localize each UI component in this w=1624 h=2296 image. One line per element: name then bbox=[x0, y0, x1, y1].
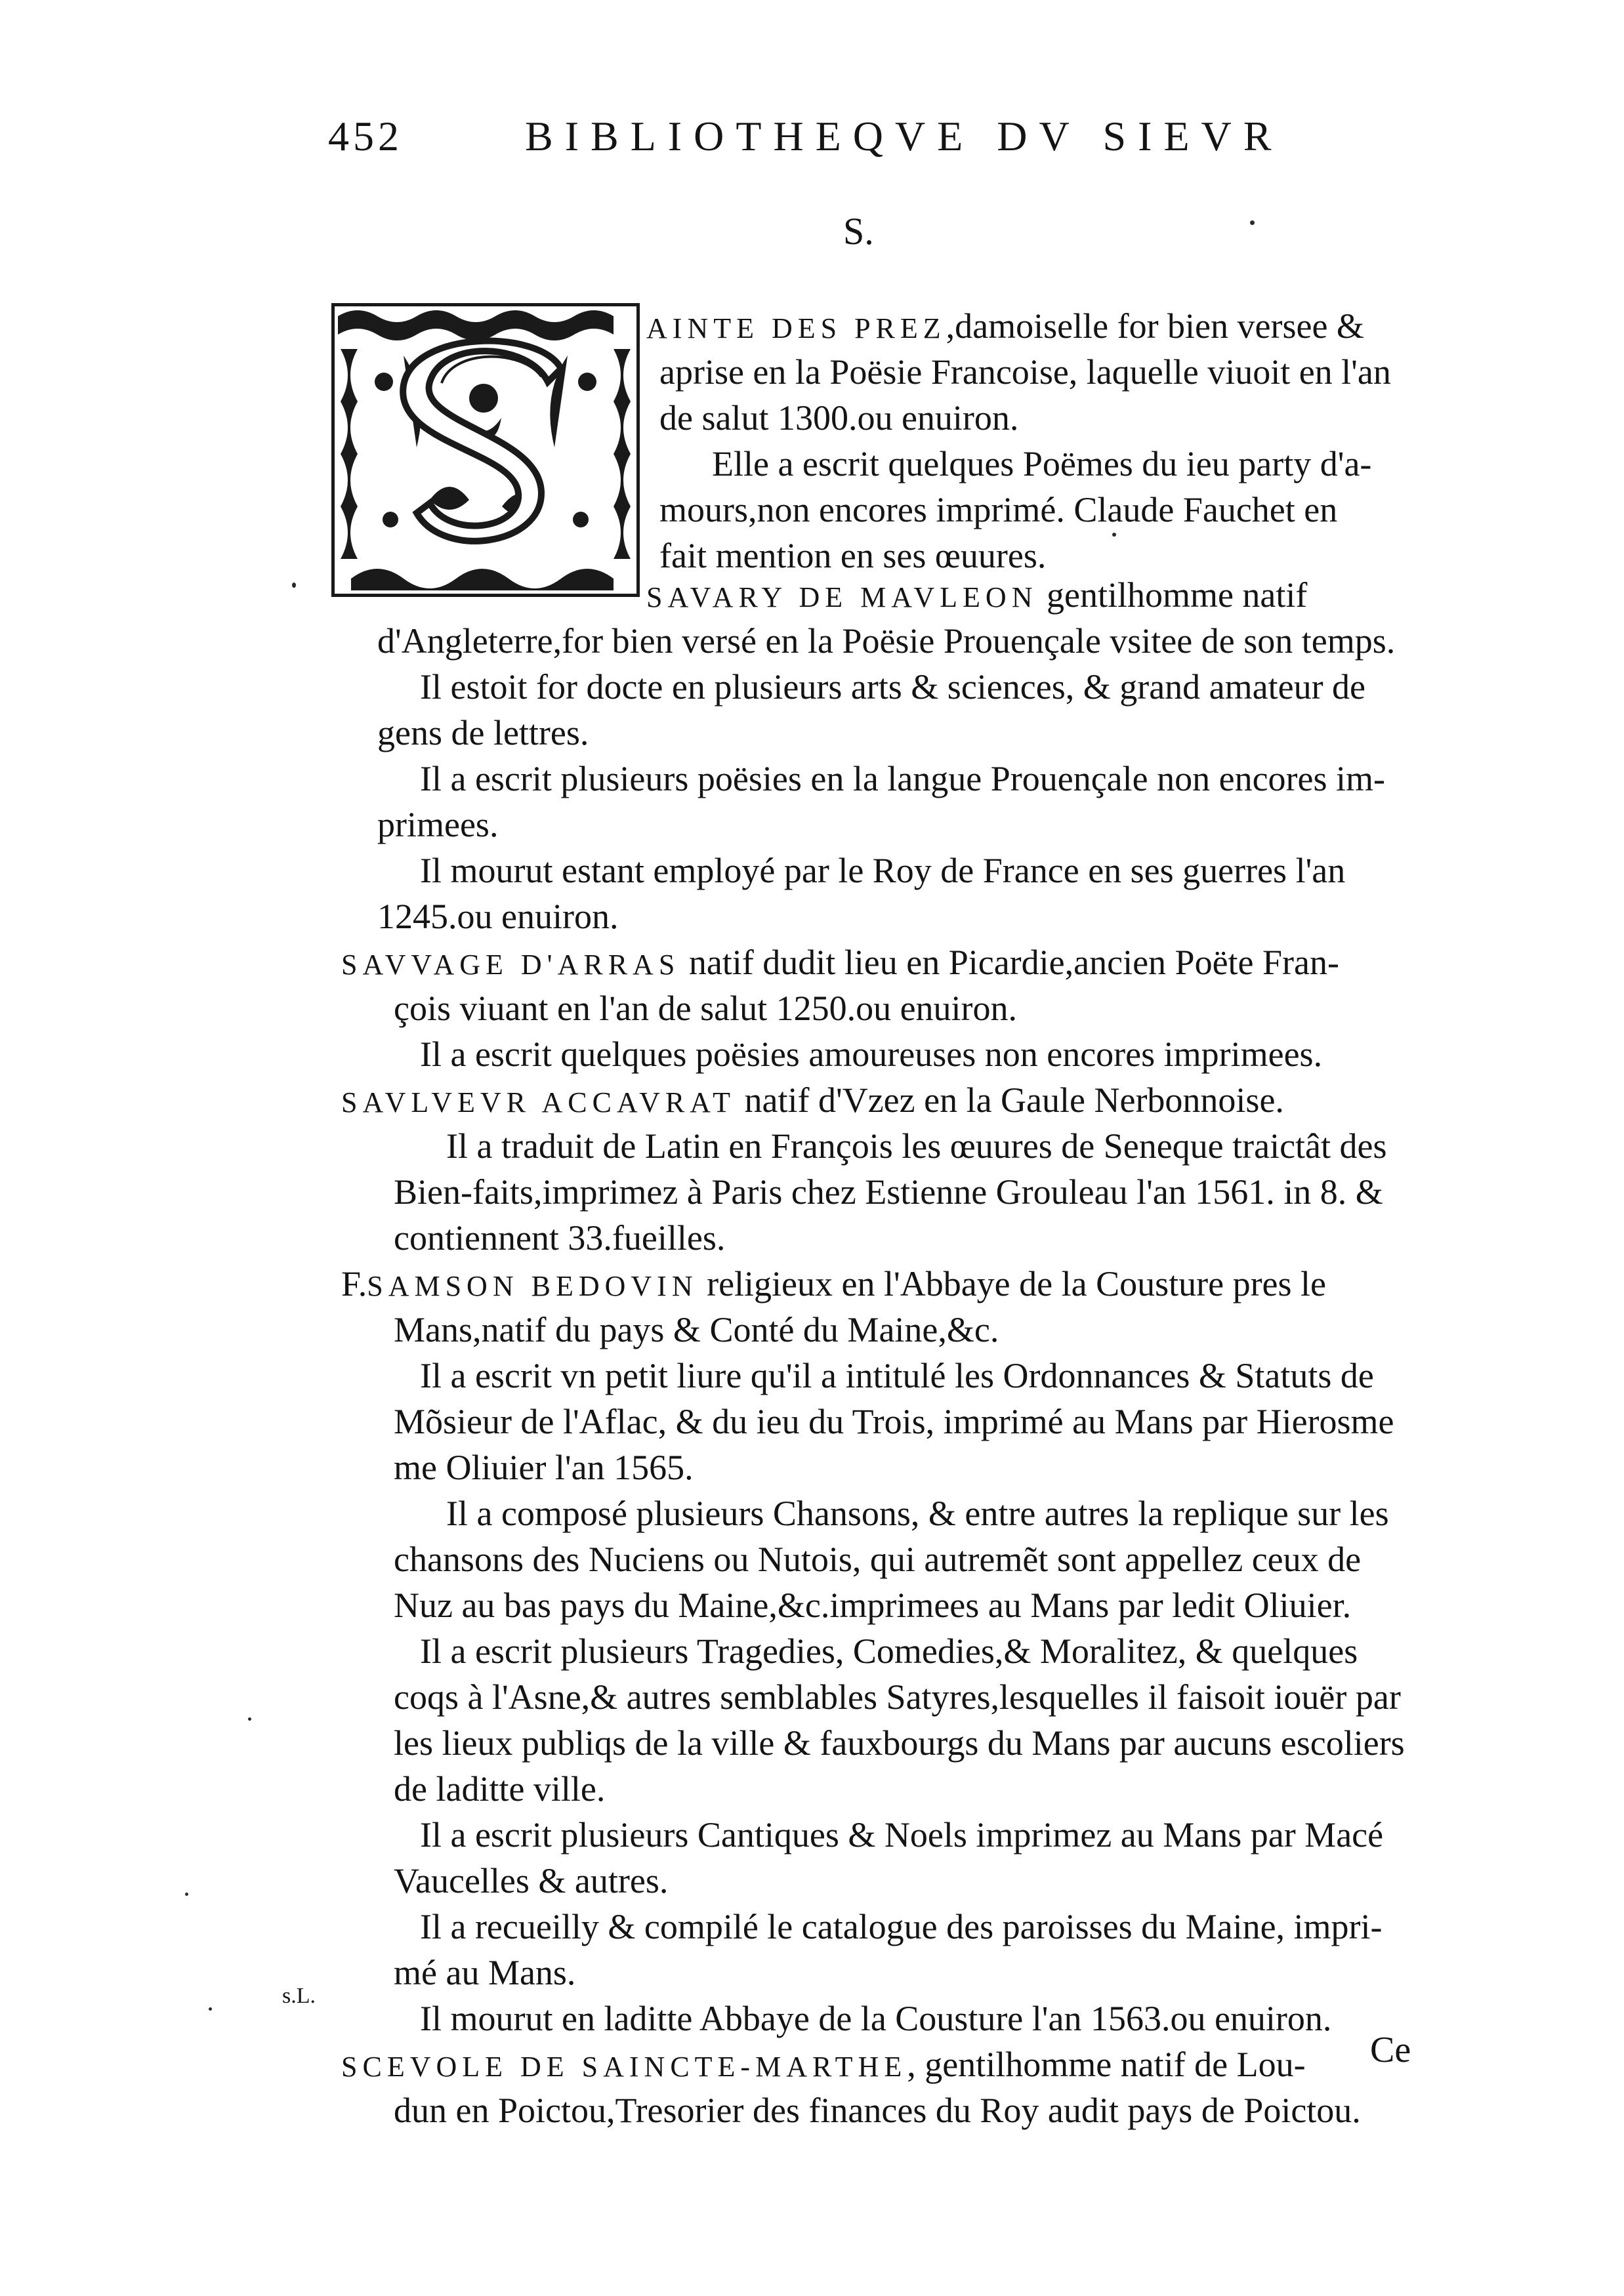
text-run: de laditte ville. bbox=[394, 1769, 606, 1809]
text-run: Vaucelles & autres. bbox=[394, 1861, 669, 1900]
text-line bbox=[394, 1720, 1405, 1766]
text-run: Il a escrit plusieurs Tragedies, Comedies,& Moralitez, & quelques bbox=[420, 1631, 1358, 1671]
text-line bbox=[646, 303, 1364, 349]
text-run: Bien-faits,imprimez à Paris chez Estienne Grouleau l'an 1561. in 8. & bbox=[394, 1172, 1383, 1212]
text-run: Il estoit for docte en plusieurs arts & sciences, & grand amateur de bbox=[420, 667, 1366, 707]
text-line bbox=[394, 1950, 575, 1996]
text-run: Nuz au bas pays du Maine,&c.imprimees au Mans par ledit Oliuier. bbox=[394, 1586, 1352, 1625]
text-run: aprise en la Poësie Francoise, laquelle viuoit en l'an bbox=[659, 352, 1391, 392]
scan-speck bbox=[292, 583, 296, 588]
text-run: Mõsieur de l'Aflac, & du ieu du Trois, imprimé au Mans par Hierosme bbox=[394, 1402, 1394, 1441]
text-line bbox=[420, 848, 1345, 893]
text-line bbox=[420, 1904, 1383, 1950]
entry-name: AINTE DES PREZ bbox=[646, 312, 946, 344]
text-run: gentilhomme natif bbox=[1037, 575, 1308, 615]
text-run: Il a escrit plusieurs poësies en la langue Prouençale non encores im- bbox=[420, 759, 1385, 798]
text-line bbox=[420, 1628, 1358, 1674]
text-run: Il a traduit de Latin en François les œuures de Seneque traictât des bbox=[446, 1126, 1387, 1166]
text-run: natif d'Vzez en la Gaule Nerbonnoise. bbox=[736, 1080, 1284, 1120]
text-run: Il a escrit vn petit liure qu'il a intitulé les Ordonnances & Statuts de bbox=[420, 1356, 1374, 1395]
scan-speck bbox=[185, 1893, 188, 1896]
text-run: natif dudit lieu en Picardie,ancien Poëte Fran- bbox=[680, 943, 1339, 982]
text-line bbox=[420, 1353, 1374, 1399]
text-line bbox=[377, 802, 498, 848]
text-run: gens de lettres. bbox=[377, 713, 589, 752]
text-line bbox=[394, 1766, 605, 1812]
text-run: mé au Mans. bbox=[394, 1953, 576, 1992]
text-run: coqs à l'Asne,& autres semblables Satyres,lesquelles il faisoit iouër par bbox=[394, 1677, 1401, 1717]
text-line bbox=[394, 1674, 1401, 1720]
text-run: Il a composé plusieurs Chansons, & entre autres la replique sur les bbox=[446, 1494, 1389, 1533]
text-line bbox=[659, 349, 1391, 395]
entry-name: SAVVAGE D'ARRAS bbox=[341, 949, 680, 981]
text-line bbox=[659, 395, 1018, 441]
text-line bbox=[446, 1123, 1387, 1169]
text-run: chansons des Nuciens ou Nutois, qui autremẽt sont appellez ceux de bbox=[394, 1540, 1362, 1579]
text-run: Mans,natif du pays & Conté du Maine,&c. bbox=[394, 1310, 999, 1349]
section-letter: S. bbox=[843, 210, 874, 253]
running-title: BIBLIOTHEQVE DV SIEVR bbox=[525, 113, 1283, 159]
text-run: mours,non encores imprimé. Claude Fauchet en bbox=[659, 490, 1338, 529]
text-run: Il a escrit quelques poësies amoureuses non encores imprimees. bbox=[420, 1035, 1323, 1074]
scan-speck bbox=[1112, 533, 1116, 537]
text-line bbox=[420, 664, 1365, 710]
text-run: ,damoiselle for bien versee & bbox=[946, 306, 1364, 346]
text-line bbox=[646, 572, 1307, 618]
entry-name: SCEVOLE DE SAINCTE-MARTHE bbox=[341, 2051, 907, 2083]
text-line bbox=[420, 1812, 1383, 1858]
text-line bbox=[659, 487, 1337, 533]
text-line bbox=[394, 1445, 694, 1490]
text-run: me Oliuier l'an 1565. bbox=[394, 1448, 694, 1487]
text-run: Il a escrit plusieurs Cantiques & Noels imprimez au Mans par Macé bbox=[420, 1815, 1384, 1855]
page-number: 452 bbox=[328, 113, 403, 159]
text-run: F. bbox=[341, 1264, 367, 1303]
scan-speck bbox=[248, 1717, 251, 1721]
text-line bbox=[341, 1077, 1284, 1123]
text-line bbox=[394, 2087, 1361, 2133]
text-run: contiennent 33.fueilles. bbox=[394, 1218, 726, 1258]
text-line bbox=[377, 893, 618, 939]
text-run: dun en Poictou,Tresorier des finances du Roy audit pays de Poictou. bbox=[394, 2091, 1361, 2130]
text-run: fait mention en ses œuures. bbox=[659, 536, 1047, 575]
text-run: çois viuant en l'an de salut 1250.ou enuiron. bbox=[394, 989, 1018, 1028]
text-line bbox=[341, 939, 1339, 985]
text-line bbox=[394, 985, 1017, 1031]
text-line bbox=[420, 1031, 1322, 1077]
entry-name: SAMSON BEDOVIN bbox=[367, 1270, 698, 1302]
catchword: Ce bbox=[1370, 2030, 1411, 2070]
text-line bbox=[394, 1307, 999, 1353]
text-run: primees. bbox=[377, 805, 499, 844]
text-line bbox=[446, 1490, 1389, 1536]
text-run: de salut 1300.ou enuiron. bbox=[659, 398, 1019, 438]
text-line bbox=[712, 441, 1371, 487]
entry-name: SAVARY DE MAVLEON bbox=[646, 581, 1038, 613]
text-run: religieux en l'Abbaye de la Cousture pres le bbox=[697, 1264, 1327, 1303]
text-run: d'Angleterre,for bien versé en la Poësie Prouençale vsitee de son temps. bbox=[377, 621, 1396, 661]
text-run: 1245.ou enuiron. bbox=[377, 897, 619, 936]
text-line bbox=[394, 1169, 1383, 1215]
text-line bbox=[341, 2041, 1306, 2087]
text-run: Il mourut estant employé par le Roy de France en ses guerres l'an bbox=[420, 851, 1346, 890]
scan-speck bbox=[209, 2007, 212, 2011]
text-line bbox=[377, 618, 1395, 664]
text-line bbox=[394, 1536, 1361, 1582]
text-line bbox=[394, 1399, 1394, 1445]
entry-name: SAVLVEVR ACCAVRAT bbox=[341, 1086, 736, 1118]
text-line bbox=[377, 710, 589, 756]
text-line bbox=[394, 1582, 1351, 1628]
text-run: Il mourut en laditte Abbaye de la Cousture l'an 1563.ou enuiron. bbox=[420, 1999, 1332, 2038]
text-line bbox=[394, 1215, 725, 1261]
text-run: Il a recueilly & compilé le catalogue des paroisses du Maine, impri- bbox=[420, 1907, 1383, 1946]
text-run: les lieux publiqs de la ville & fauxbourgs du Mans par aucuns escoliers bbox=[394, 1723, 1405, 1763]
text-line bbox=[420, 1996, 1331, 2041]
text-run: Elle a escrit quelques Poëmes du ieu party d'a- bbox=[712, 444, 1372, 483]
text-line bbox=[341, 1261, 1326, 1307]
margin-note: s.L. bbox=[282, 1984, 316, 2008]
text-line bbox=[420, 756, 1385, 802]
text-run: , gentilhomme natif de Lou- bbox=[907, 2045, 1306, 2084]
text-line bbox=[394, 1858, 668, 1904]
ornamental-initial-s-woodcut bbox=[331, 303, 640, 597]
scan-speck bbox=[1250, 220, 1255, 225]
